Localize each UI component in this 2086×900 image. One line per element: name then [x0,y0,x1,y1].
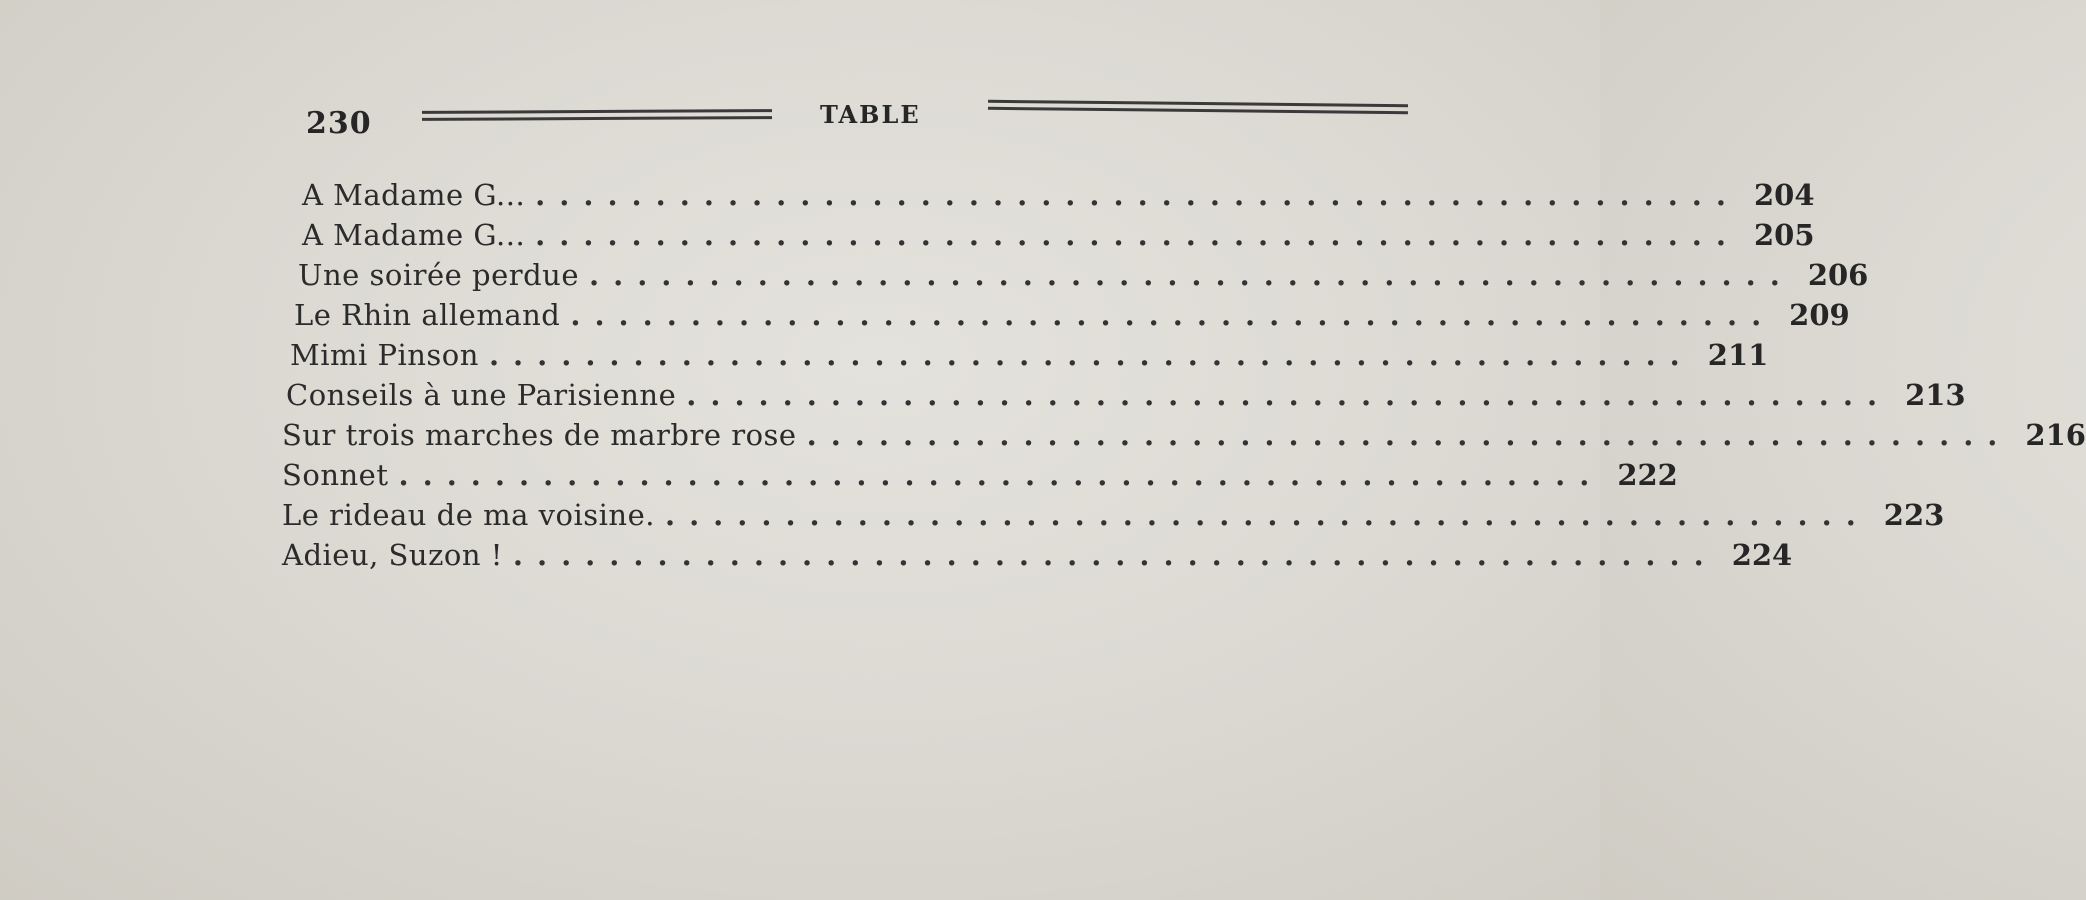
dot-leader: .................................................. [570,298,1776,332]
toc-entry-title: Sur trois marches de marbre rose [282,418,797,452]
toc-entry [282,378,1966,418]
header-rule-right [988,100,1408,114]
toc-entry-title: A Madame G... [302,178,526,212]
page-header [306,98,1416,148]
dot-leader: .................................................. [686,378,1892,412]
toc-entry-page: 209 [1789,298,1850,332]
toc-entry-page: 216 [2025,418,2086,452]
toc-entry-page: 224 [1731,538,1793,572]
table-of-contents [282,178,2086,578]
toc-entry [282,298,1850,338]
toc-entry [282,178,1815,218]
toc-entry-title: Adieu, Suzon ! [282,538,503,572]
toc-entry [282,458,1678,498]
dot-leader: .................................................. [535,178,1740,212]
toc-entry-title: Le rideau de ma voisine. [282,498,655,532]
toc-entry-page: 205 [1753,218,1815,252]
dot-leader: .................................................. [806,418,2012,452]
toc-entry-title: A Madame G... [302,218,526,252]
toc-entry-title: Mimi Pinson [290,338,479,372]
toc-entry [282,498,1945,538]
header-rule-left [422,109,772,121]
page-number: 230 [306,106,372,141]
toc-entry [282,258,1869,298]
dot-leader: .................................................. [664,498,1870,532]
header-title: TABLE [820,100,921,129]
toc-entry-page: 213 [1905,378,1966,412]
toc-entry [282,538,1793,578]
dot-leader: .................................................. [589,258,1794,292]
toc-entry-title: Sonnet [282,458,389,492]
toc-entry [282,338,1769,378]
toc-entry [282,418,2086,458]
toc-entry [282,218,1815,258]
toc-entry-page: 222 [1617,458,1678,492]
dot-leader: .................................................. [512,538,1718,572]
toc-entry-title: Le Rhin allemand [294,298,561,332]
toc-entry-page: 206 [1807,258,1869,292]
dot-leader: .................................................. [535,218,1740,252]
toc-entry-title: Conseils à une Parisienne [286,378,677,412]
dot-leader: .................................................. [488,338,1694,372]
dot-leader: .................................................. [398,458,1604,492]
toc-entry-page: 204 [1753,178,1815,212]
toc-entry-page: 211 [1707,338,1769,372]
toc-entry-title: Une soirée perdue [298,258,580,292]
toc-entry-page: 223 [1883,498,1945,532]
